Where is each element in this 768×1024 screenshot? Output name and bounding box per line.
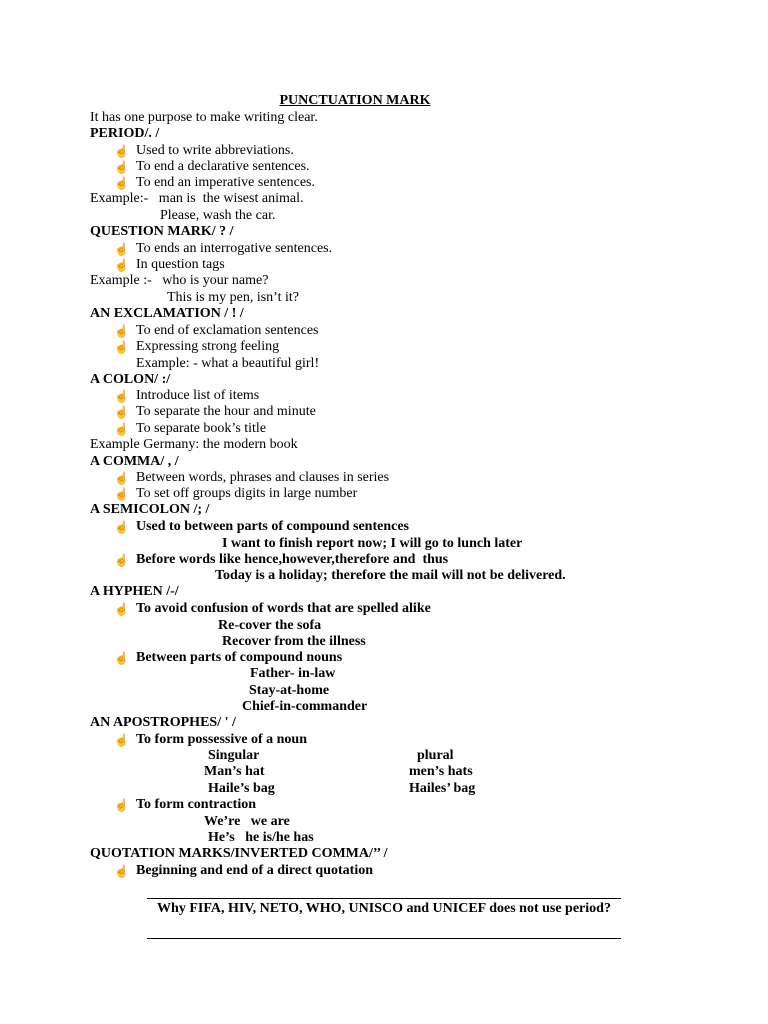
- semicolon-example-2: Today is a holiday; therefore the mail will not be delivered.: [215, 568, 566, 583]
- period-bullet-3: To end an imperative sentences.: [136, 175, 316, 190]
- semicolon-bullet-1: Used to between parts of compound sentences: [136, 519, 409, 534]
- exclamation-example: Example: - what a beautiful girl!: [136, 356, 320, 371]
- comma-heading: A COMMA/ , /: [90, 454, 179, 469]
- singular-column-header: Singular: [208, 748, 260, 763]
- pointing-hand-icon: ☝: [114, 160, 129, 174]
- apostrophe-bullet-1: To form possessive of a noun: [136, 732, 308, 747]
- pointing-hand-icon: ☝: [114, 864, 129, 878]
- pointing-hand-icon: ☝: [114, 242, 129, 256]
- question-example-2: This is my pen, isn’t it?: [167, 290, 299, 305]
- colon-bullet-2: To separate the hour and minute: [136, 404, 316, 419]
- comma-bullet-1: Between words, phrases and clauses in series: [136, 470, 390, 485]
- contraction-example: We’re we are: [204, 814, 290, 829]
- apostrophe-heading: AN APOSTROPHES/ ' /: [90, 715, 236, 730]
- pointing-hand-icon: ☝: [114, 340, 129, 354]
- question-box-text: Why FIFA, HIV, NETO, WHO, UNISCO and UNICEF does not use period?: [157, 901, 611, 916]
- pointing-hand-icon: ☝: [114, 733, 129, 747]
- semicolon-heading: A SEMICOLON /; /: [90, 502, 210, 517]
- period-heading: PERIOD/. /: [90, 126, 160, 141]
- period-example-1: Example:- man is the wisest animal.: [90, 191, 304, 206]
- colon-bullet-1: Introduce list of items: [136, 388, 260, 403]
- singular-example: Haile’s bag: [208, 781, 275, 796]
- period-bullet-2: To end a declarative sentences.: [136, 159, 310, 174]
- question-heading: QUESTION MARK/ ? /: [90, 224, 234, 239]
- pointing-hand-icon: ☝: [114, 602, 129, 616]
- question-bullet-2: In question tags: [136, 257, 225, 272]
- pointing-hand-icon: ☝: [114, 324, 129, 338]
- exclamation-bullet-1: To end of exclamation sentences: [136, 323, 319, 338]
- question-example-1: Example :- who is your name?: [90, 273, 269, 288]
- question-bullet-1: To ends an interrogative sentences.: [136, 241, 333, 256]
- contraction-example: He’s he is/he has: [208, 830, 314, 845]
- period-example-2: Please, wash the car.: [160, 208, 276, 223]
- comma-bullet-2: To set off groups digits in large number: [136, 486, 358, 501]
- colon-bullet-3: To separate book’s title: [136, 421, 267, 436]
- plural-example: Hailes’ bag: [409, 781, 476, 796]
- hyphen-example: Re-cover the sofa: [218, 618, 322, 633]
- period-bullet-1: Used to write abbreviations.: [136, 143, 294, 158]
- colon-heading: A COLON/ :/: [90, 372, 171, 387]
- colon-example: Example Germany: the modern book: [90, 437, 298, 452]
- hyphen-example: Recover from the illness: [222, 634, 366, 649]
- exclamation-bullet-2: Expressing strong feeling: [136, 339, 280, 354]
- hyphen-example: Father- in-law: [250, 666, 336, 681]
- pointing-hand-icon: ☝: [114, 553, 129, 567]
- pointing-hand-icon: ☝: [114, 471, 129, 485]
- pointing-hand-icon: ☝: [114, 798, 129, 812]
- pointing-hand-icon: ☝: [114, 520, 129, 534]
- bottom-divider: [147, 938, 621, 939]
- exclamation-heading: AN EXCLAMATION / ! /: [90, 306, 244, 321]
- quotation-heading: QUOTATION MARKS/INVERTED COMMA/’’ /: [90, 846, 388, 861]
- page-title: PUNCTUATION MARK: [279, 93, 431, 108]
- hyphen-example: Chief-in-commander: [242, 699, 368, 714]
- pointing-hand-icon: ☝: [114, 389, 129, 403]
- pointing-hand-icon: ☝: [114, 422, 129, 436]
- semicolon-bullet-2: Before words like hence,however,therefore and thus: [136, 552, 449, 567]
- singular-example: Man’s hat: [204, 764, 265, 779]
- hyphen-bullet-1: To avoid confusion of words that are spelled alike: [136, 601, 431, 616]
- pointing-hand-icon: ☝: [114, 487, 129, 501]
- plural-example: men’s hats: [409, 764, 473, 779]
- pointing-hand-icon: ☝: [114, 651, 129, 665]
- semicolon-example-1: I want to finish report now; I will go to lunch later: [222, 536, 523, 551]
- plural-column-header: plural: [417, 748, 454, 763]
- pointing-hand-icon: ☝: [114, 258, 129, 272]
- hyphen-bullet-2: Between parts of compound nouns: [136, 650, 343, 665]
- intro-text: It has one purpose to make writing clear.: [90, 110, 318, 125]
- quotation-bullet-1: Beginning and end of a direct quotation: [136, 863, 374, 878]
- hyphen-heading: A HYPHEN /-/: [90, 584, 179, 599]
- pointing-hand-icon: ☝: [114, 405, 129, 419]
- pointing-hand-icon: ☝: [114, 144, 129, 158]
- apostrophe-bullet-2: To form contraction: [136, 797, 257, 812]
- top-divider: [147, 898, 621, 899]
- hyphen-example: Stay-at-home: [249, 683, 330, 698]
- pointing-hand-icon: ☝: [114, 176, 129, 190]
